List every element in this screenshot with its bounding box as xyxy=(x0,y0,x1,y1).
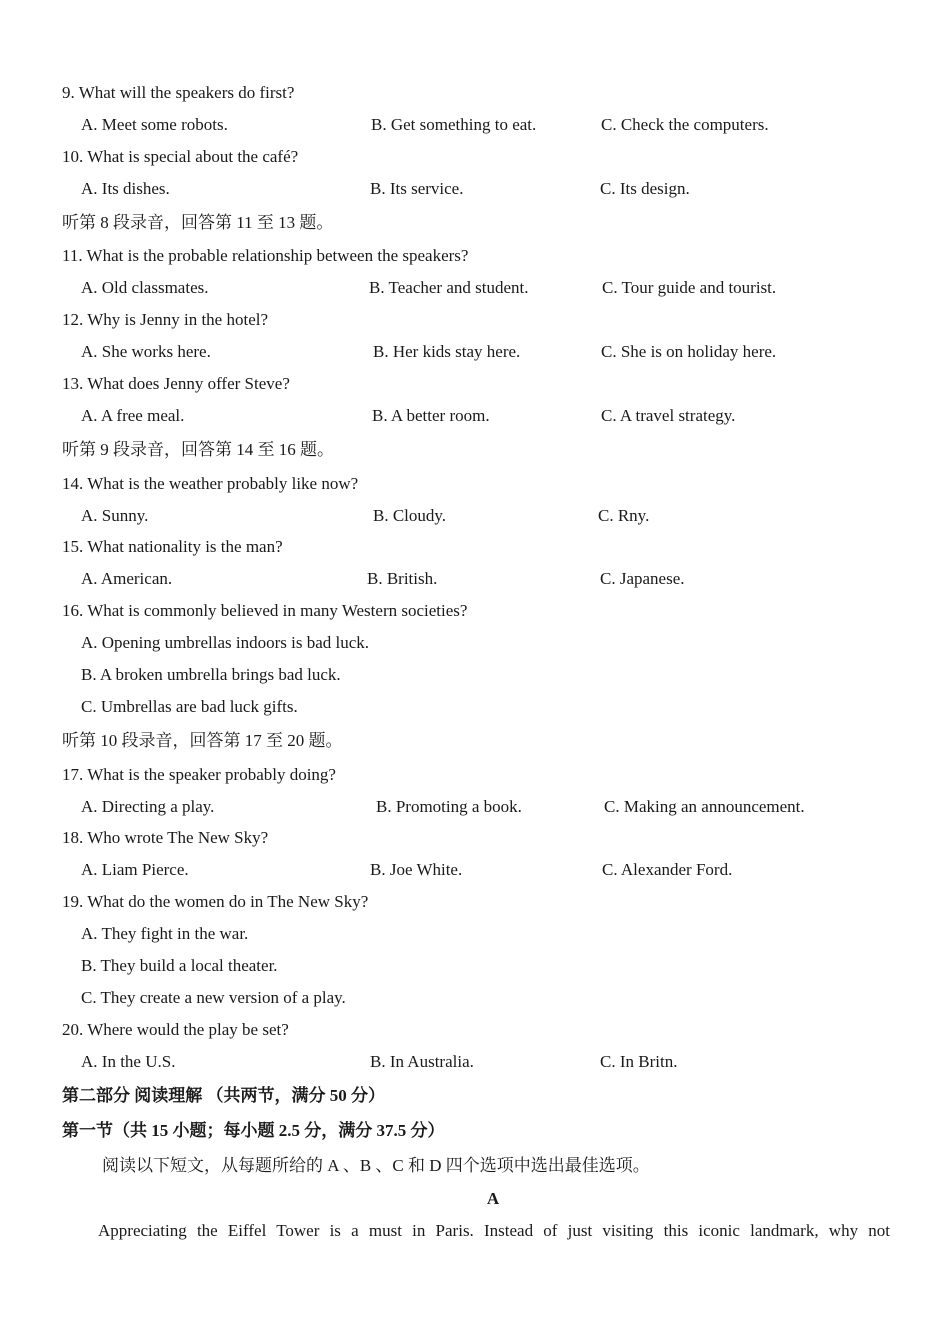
part2-section1-title: 第一节（共 15 小题；每小题 2.5 分，满分 37.5 分） xyxy=(62,1121,445,1140)
question-19: 19. What do the women do in The New Sky? xyxy=(62,892,369,911)
option-18a: A. Liam Pierce. xyxy=(81,860,189,879)
option-13b: B. A better room. xyxy=(372,406,490,425)
option-19b: B. They build a local theater. xyxy=(81,956,278,975)
option-9c: C. Check the computers. xyxy=(601,115,769,134)
option-18c: C. Alexander Ford. xyxy=(602,860,733,879)
option-10b: B. Its service. xyxy=(370,179,464,198)
question-9: 9. What will the speakers do first? xyxy=(62,83,295,102)
option-17b: B. Promoting a book. xyxy=(376,797,522,816)
option-15a: A. American. xyxy=(81,569,173,588)
part2-title: 第二部分 阅读理解 （共两节，满分 50 分） xyxy=(62,1086,385,1105)
option-14a: A. Sunny. xyxy=(81,506,149,525)
option-14c: C. Rny. xyxy=(598,506,650,525)
question-18: 18. Who wrote The New Sky? xyxy=(62,828,269,847)
passage-label: A xyxy=(486,1189,500,1208)
question-17: 17. What is the speaker probably doing? xyxy=(62,765,336,784)
option-19c: C. They create a new version of a play. xyxy=(81,988,346,1007)
question-14: 14. What is the weather probably like now? xyxy=(62,474,359,493)
question-11: 11. What is the probable relationship between the speakers? xyxy=(62,246,469,265)
question-15: 15. What nationality is the man? xyxy=(62,537,283,556)
option-10c: C. Its design. xyxy=(600,179,690,198)
question-20: 20. Where would the play be set? xyxy=(62,1020,289,1039)
option-11b: B. Teacher and student. xyxy=(369,278,529,297)
option-16a: A. Opening umbrellas indoors is bad luck. xyxy=(81,633,370,652)
option-10a: A. Its dishes. xyxy=(81,179,170,198)
instruction-segment-10: 听第 10 段录音，回答第 17 至 20 题。 xyxy=(62,731,343,750)
option-13a: A. A free meal. xyxy=(81,406,185,425)
option-16c: C. Umbrellas are bad luck gifts. xyxy=(81,697,298,716)
question-10: 10. What is special about the café? xyxy=(62,147,299,166)
option-11a: A. Old classmates. xyxy=(81,278,209,297)
option-15c: C. Japanese. xyxy=(600,569,685,588)
instruction-segment-9: 听第 9 段录音，回答第 14 至 16 题。 xyxy=(62,440,334,459)
option-15b: B. British. xyxy=(367,569,438,588)
option-11c: C. Tour guide and tourist. xyxy=(602,278,777,297)
option-16b: B. A broken umbrella brings bad luck. xyxy=(81,665,341,684)
option-13c: C. A travel strategy. xyxy=(601,406,736,425)
option-17a: A. Directing a play. xyxy=(81,797,215,816)
option-12b: B. Her kids stay here. xyxy=(373,342,521,361)
option-19a: A. They fight in the war. xyxy=(81,924,249,943)
option-9b: B. Get something to eat. xyxy=(371,115,537,134)
instruction-segment-8: 听第 8 段录音，回答第 11 至 13 题。 xyxy=(62,213,334,232)
option-9a: A. Meet some robots. xyxy=(81,115,228,134)
option-18b: B. Joe White. xyxy=(370,860,463,879)
reading-direction: 阅读以下短文，从每题所给的 A 、B 、C 和 D 四个选项中选出最佳选项。 xyxy=(102,1156,650,1175)
option-12c: C. She is on holiday here. xyxy=(601,342,777,361)
option-20c: C. In Britn. xyxy=(600,1052,678,1071)
option-20a: A. In the U.S. xyxy=(81,1052,176,1071)
option-12a: A. She works here. xyxy=(81,342,211,361)
option-20b: B. In Australia. xyxy=(370,1052,474,1071)
option-17c: C. Making an announcement. xyxy=(604,797,805,816)
question-12: 12. Why is Jenny in the hotel? xyxy=(62,310,269,329)
passage-first-line: Appreciating the Eiffel Tower is a must in Paris. Instead of just visiting this iconic landmark, why not xyxy=(98,1221,890,1240)
option-14b: B. Cloudy. xyxy=(373,506,447,525)
question-13: 13. What does Jenny offer Steve? xyxy=(62,374,290,393)
question-16: 16. What is commonly believed in many Western societies? xyxy=(62,601,468,620)
